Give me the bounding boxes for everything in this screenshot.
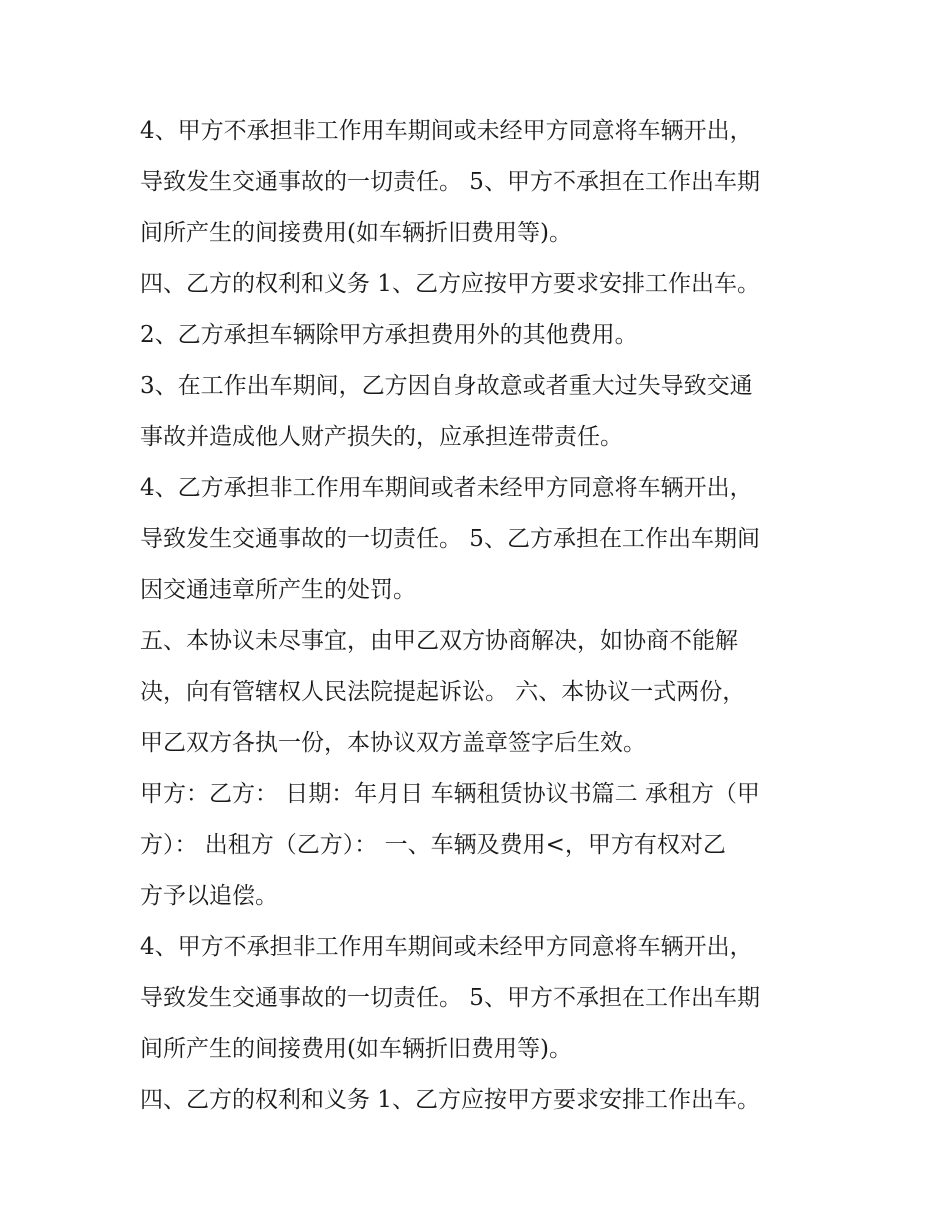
text-line: 方）： 出租方（乙方）： 一、车辆及费用<，甲方有权对乙 (140, 832, 726, 858)
text-line: 因交通违章所产生的处罚。 (140, 577, 416, 603)
text-line: 导致发生交通事故的一切责任。 5、甲方不承担在工作出车期 (140, 169, 760, 195)
text-line: 4、甲方不承担非工作用车期间或未经甲方同意将车辆开出， (140, 118, 753, 144)
text-line: 4、甲方不承担非工作用车期间或未经甲方同意将车辆开出， (140, 934, 753, 960)
text-line: 决，向有管辖权人民法院提起诉讼。 六、本协议一式两份， (140, 679, 746, 705)
text-line: 导致发生交通事故的一切责任。 5、乙方承担在工作出车期间 (140, 526, 760, 552)
text-line: 4、乙方承担非工作用车期间或者未经甲方同意将车辆开出， (140, 475, 753, 501)
text-line: 方予以追偿。 (140, 883, 278, 909)
text-line: 间所产生的间接费用(如车辆折旧费用等)。 (140, 1036, 572, 1062)
text-line: 2、乙方承担车辆除甲方承担费用外的其他费用。 (140, 322, 638, 348)
text-line: 四、乙方的权利和义务 1、乙方应按甲方要求安排工作出车。 (140, 271, 760, 297)
text-line: 3、在工作出车期间，乙方因自身故意或者重大过失导致交通 (140, 373, 753, 399)
document-body (140, 106, 820, 1126)
text-line: 导致发生交通事故的一切责任。 5、甲方不承担在工作出车期 (140, 985, 760, 1011)
text-line: 事故并造成他人财产损失的，应承担连带责任。 (140, 424, 623, 450)
text-line: 四、乙方的权利和义务 1、乙方应按甲方要求安排工作出车。 (140, 1087, 760, 1113)
text-line: 五、本协议未尽事宜，由甲乙双方协商解决，如协商不能解 (140, 628, 738, 654)
text-line: 甲方：乙方： 日期：年月日 车辆租赁协议书篇二 承租方（甲 (140, 781, 760, 807)
text-line: 甲乙双方各执一份，本协议双方盖章签字后生效。 (140, 730, 646, 756)
text-line: 间所产生的间接费用(如车辆折旧费用等)。 (140, 220, 572, 246)
